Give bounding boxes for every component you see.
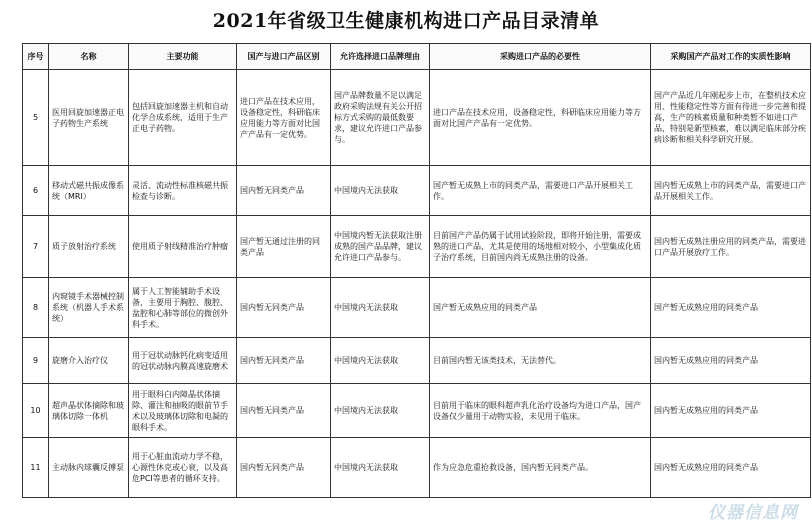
cell-necessity: 国产暂无成熟上市的同类产品，需要进口产品开展相关工作。 bbox=[430, 166, 651, 216]
cell-impact: 国内暂无成熟注册应用的同类产品，需要进口产品开展放疗工作。 bbox=[651, 216, 811, 278]
cell-difference: 国内暂无同类产品 bbox=[237, 438, 331, 498]
cell-reason: 中国境内无法获取 bbox=[331, 438, 430, 498]
cell-function: 用于心脏血流动力学不稳，心源性休克或心衰，以及高危PCI等患者的循环支持。 bbox=[129, 438, 237, 498]
cell-no: 10 bbox=[23, 384, 49, 438]
cell-name: 主动脉内球囊反搏泵 bbox=[49, 438, 129, 498]
header-row bbox=[23, 44, 811, 70]
cell-necessity: 目前用于临床的眼科超声乳化治疗设备均为进口产品，国产设备仅少量用于动物实验，未见用于临床。 bbox=[430, 384, 651, 438]
cell-function: 包括回旋加速器主机和自动化学合成系统，适用于生产正电子药物。 bbox=[129, 70, 237, 166]
cell-necessity: 目前国内暂无该类技术，无法替代。 bbox=[430, 338, 651, 384]
header-no: 序号 bbox=[23, 44, 49, 70]
cell-necessity: 国产暂无成熟应用的同类产品 bbox=[430, 278, 651, 338]
cell-no: 5 bbox=[23, 70, 49, 166]
cell-impact: 国产产品近几年刚起步上市，在整机技术应用、性能稳定性等方面有待进一步完善和提高，生产的核素质量和种类暂不如进口产品，特别是新型核素，难以满足临床部分疾病诊断和相关科学研究开展。 bbox=[651, 70, 811, 166]
cell-impact: 国内暂无成熟应用的同类产品 bbox=[651, 338, 811, 384]
cell-difference: 国产暂无通过注册的同类产品 bbox=[237, 216, 331, 278]
header-name: 名称 bbox=[49, 44, 129, 70]
cell-function: 灵活、流动性标准核磁共振检查与诊断。 bbox=[129, 166, 237, 216]
cell-name: 内窥镜手术器械控制系统（机器人手术系统） bbox=[49, 278, 129, 338]
cell-reason: 中国境内无法获取 bbox=[331, 338, 430, 384]
cell-difference: 国内暂无同类产品 bbox=[237, 278, 331, 338]
table-row bbox=[23, 278, 811, 338]
cell-impact: 国产暂无成熟应用的同类产品 bbox=[651, 278, 811, 338]
cell-difference: 国内暂无同类产品 bbox=[237, 338, 331, 384]
cell-reason: 中国境内无法获取 bbox=[331, 384, 430, 438]
cell-function: 用于眼科白内障晶状体摘除、灌注和抽吸的眼前节手术以及玻璃体切除和电凝的眼科手术。 bbox=[129, 384, 237, 438]
page-title: 2021年省级卫生健康机构进口产品目录清单 bbox=[212, 10, 600, 32]
header-necessity: 采购进口产品的必要性 bbox=[430, 44, 651, 70]
table-row bbox=[23, 166, 811, 216]
cell-function: 用于冠状动脉钙化病变适用的冠状动脉内膜高速旋磨术 bbox=[129, 338, 237, 384]
cell-difference: 国内暂无同类产品 bbox=[237, 384, 331, 438]
cell-name: 医用回旋加速器正电子药物生产系统 bbox=[49, 70, 129, 166]
cell-name: 移动式磁共振成像系统（MRI） bbox=[49, 166, 129, 216]
cell-no: 7 bbox=[23, 216, 49, 278]
cell-no: 11 bbox=[23, 438, 49, 498]
cell-no: 6 bbox=[23, 166, 49, 216]
table-row bbox=[23, 216, 811, 278]
header-function: 主要功能 bbox=[129, 44, 237, 70]
header-reason: 允许选择进口品牌理由 bbox=[331, 44, 430, 70]
header-difference: 国产与进口产品区别 bbox=[237, 44, 331, 70]
cell-necessity: 目前国产产品仍属于试用试验阶段，即将开始注册，需要成熟的进口产品，尤其是使用的场地相对较小，小型集成化质子治疗系统，目前国内尚无成熟注册的设备。 bbox=[430, 216, 651, 278]
cell-reason: 国产品牌数量不足以满足政府采购法规有关公开招标方式采购的最低数要求，建议允许进口产品参与。 bbox=[331, 70, 430, 166]
cell-necessity: 作为应急危重抢救设备，国内暂无同类产品。 bbox=[430, 438, 651, 498]
cell-no: 9 bbox=[23, 338, 49, 384]
cell-necessity: 进口产品在技术应用，设备稳定性，科研临床应用能力等方面对比国产产品有一定优势。 bbox=[430, 70, 651, 166]
cell-reason: 中国境内暂无法获取注册成熟的国产品品牌，建议允许进口产品参与。 bbox=[331, 216, 430, 278]
cell-reason: 中国境内无法获取 bbox=[331, 166, 430, 216]
table-row bbox=[23, 384, 811, 438]
table-row bbox=[23, 438, 811, 498]
table-row bbox=[23, 70, 811, 166]
header-impact: 采购国产产品对工作的实质性影响 bbox=[651, 44, 811, 70]
cell-function: 使用质子射线精准治疗肿瘤 bbox=[129, 216, 237, 278]
cell-reason: 中国境内无法获取 bbox=[331, 278, 430, 338]
watermark-logo: 仪器信息网 bbox=[708, 503, 798, 523]
cell-difference: 国内暂无同类产品 bbox=[237, 166, 331, 216]
cell-no: 8 bbox=[23, 278, 49, 338]
cell-name: 旋磨介入治疗仪 bbox=[49, 338, 129, 384]
cell-name: 超声晶状体摘除和玻璃体切除一体机 bbox=[49, 384, 129, 438]
cell-function: 属于人工智能辅助手术设备，主要用于胸腔、腹腔、盆腔和心肺等部位的微创外科手术。 bbox=[129, 278, 237, 338]
cell-name: 质子放射治疗系统 bbox=[49, 216, 129, 278]
cell-impact: 国内暂无成熟上市的同类产品，需要进口产品开展相关工作。 bbox=[651, 166, 811, 216]
product-table bbox=[22, 43, 811, 498]
cell-impact: 国内暂无成熟应用的同类产品 bbox=[651, 384, 811, 438]
cell-difference: 进口产品在技术应用，设备稳定性，科研临床应用能力等方面对比国产产品有一定优势。 bbox=[237, 70, 331, 166]
table-row bbox=[23, 338, 811, 384]
cell-impact: 国内暂无成熟应用的同类产品 bbox=[651, 438, 811, 498]
